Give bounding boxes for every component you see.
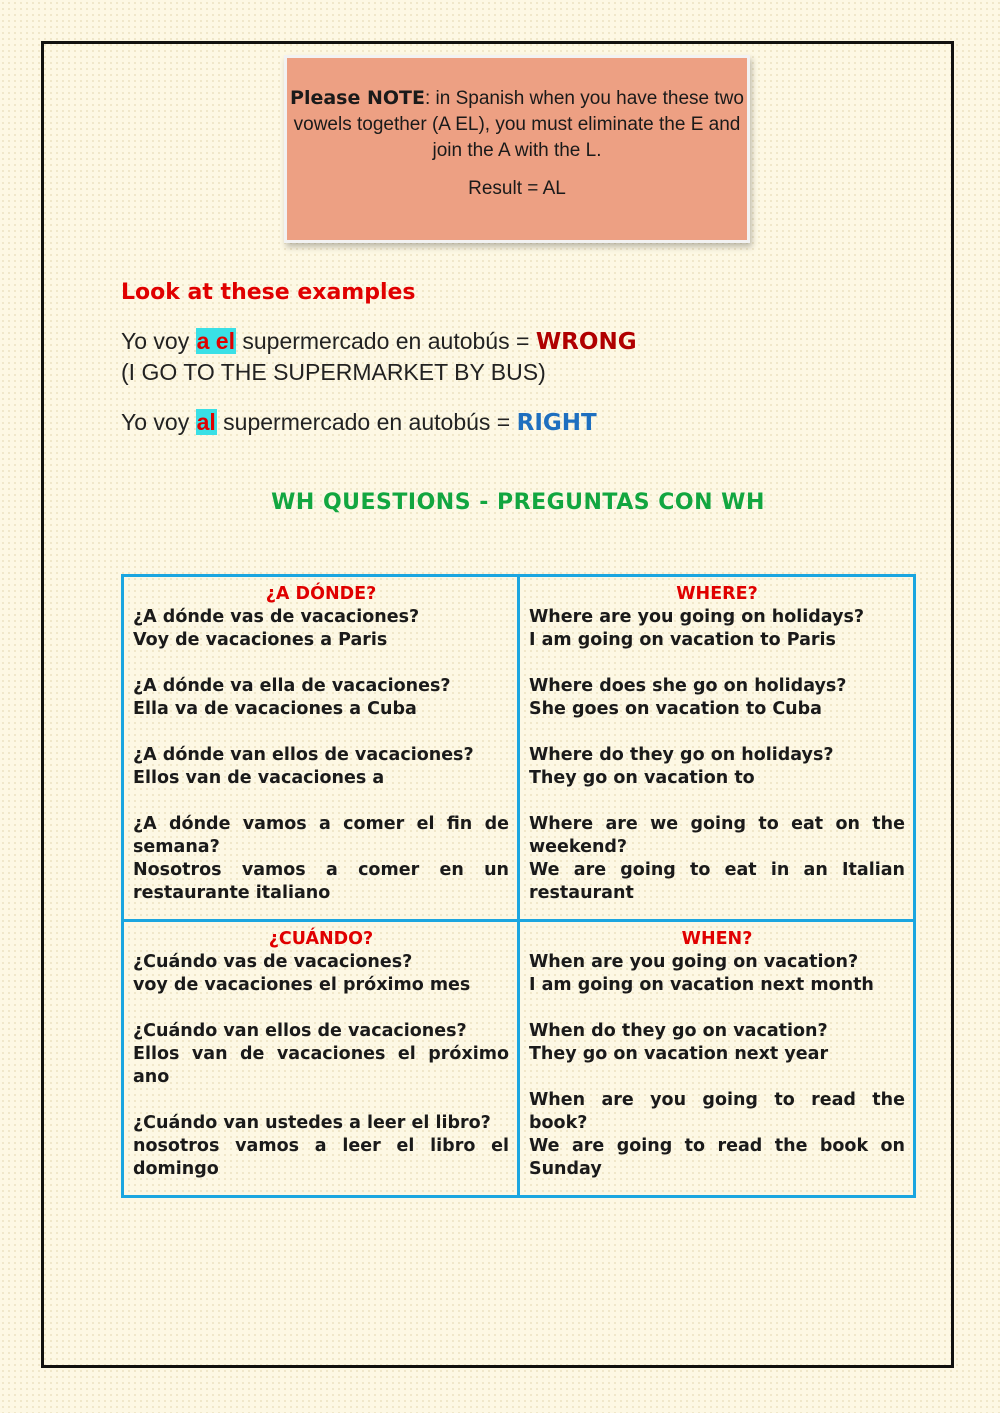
question-line: ¿A dónde vamos a comer el fin de semana? [133,814,509,857]
right-label: RIGHT [516,410,597,436]
note-text [287,85,747,164]
question-line: Where do they go on holidays? [529,745,834,765]
qa-block [529,813,905,905]
note-body: : in Spanish when you have these two vowels together (A EL), you must eliminate the E and join the A with the L. [293,88,744,161]
example-wrong-post: supermercado en autobús = [235,328,536,354]
qa-block [529,1020,905,1066]
qa-block [133,675,509,721]
cell-where [519,576,915,921]
table-row [123,576,915,921]
answer-line: They go on vacation next year [529,1044,829,1064]
answer-line: nosotros vamos a leer el libro el domingo [133,1136,509,1179]
answer-line: Nosotros vamos a comer en un restaurante italiano [133,860,509,903]
qa-block [133,1112,509,1181]
question-line: When are you going on vacation? [529,952,859,972]
wrong-label: WRONG [535,329,637,355]
answer-line: Ella va de vacaciones a Cuba [133,699,417,719]
cell-heading: ¿A DÓNDE? [265,584,377,604]
answer-line: Ellos van de vacaciones el próximo ano [133,1044,509,1087]
question-line: Where are you going on holidays? [529,607,865,627]
example-right-post: supermercado en autobús = [216,409,517,435]
question-line: ¿Cuándo van ellos de vacaciones? [133,1021,467,1041]
example-translation: (I GO TO THE SUPERMARKET BY BUS) [121,359,546,385]
answer-line: I am going on vacation next month [529,975,874,995]
cell-heading: ¿CUÁNDO? [268,929,374,949]
qa-block [529,744,905,790]
question-line: ¿Cuándo van ustedes a leer el libro? [133,1113,491,1133]
answer-line: She goes on vacation to Cuba [529,699,822,719]
qa-block [133,744,509,790]
example-wrong [121,326,637,357]
wh-questions-table [121,574,916,1198]
example-wrong-pre: Yo voy [121,328,196,354]
cell-heading: WHERE? [676,584,758,604]
note-result: Result = AL [468,178,566,199]
question-line: ¿A dónde va ella de vacaciones? [133,676,451,696]
note-box [287,58,747,240]
wh-questions-title: WH QUESTIONS - PREGUNTAS CON WH [271,490,765,515]
question-line: When are you going to read the book? [529,1090,905,1133]
qa-block [529,1089,905,1181]
qa-block [133,606,509,652]
answer-line: We are going to eat in an Italian restaurant [529,860,905,903]
qa-block [133,813,509,905]
example-right-highlight: al [196,409,216,435]
qa-block [529,675,905,721]
note-lead: Please NOTE [290,87,425,109]
cell-heading: WHEN? [681,929,753,949]
example-right [121,407,597,438]
qa-block [529,606,905,652]
answer-line: Ellos van de vacaciones a [133,768,385,788]
answer-line: They go on vacation to [529,768,755,788]
answer-line: We are going to read the book on Sunday [529,1136,905,1179]
table-row [123,921,915,1197]
cell-cuando [123,921,519,1197]
example-wrong-highlight: a el [196,328,235,354]
question-line: ¿A dónde vas de vacaciones? [133,607,420,627]
cell-donde [123,576,519,921]
qa-block [133,1020,509,1089]
question-line: ¿A dónde van ellos de vacaciones? [133,745,474,765]
cell-when [519,921,915,1197]
answer-line: voy de vacaciones el próximo mes [133,975,471,995]
example-right-pre: Yo voy [121,409,196,435]
answer-line: I am going on vacation to Paris [529,630,836,650]
answer-line: Voy de vacaciones a Paris [133,630,388,650]
question-line: When do they go on vacation? [529,1021,828,1041]
qa-block [529,951,905,997]
examples-title: Look at these examples [121,280,416,305]
question-line: Where are we going to eat on the weekend? [529,814,905,857]
question-line: Where does she go on holidays? [529,676,847,696]
question-line: ¿Cuándo vas de vacaciones? [133,952,413,972]
qa-block [133,951,509,997]
